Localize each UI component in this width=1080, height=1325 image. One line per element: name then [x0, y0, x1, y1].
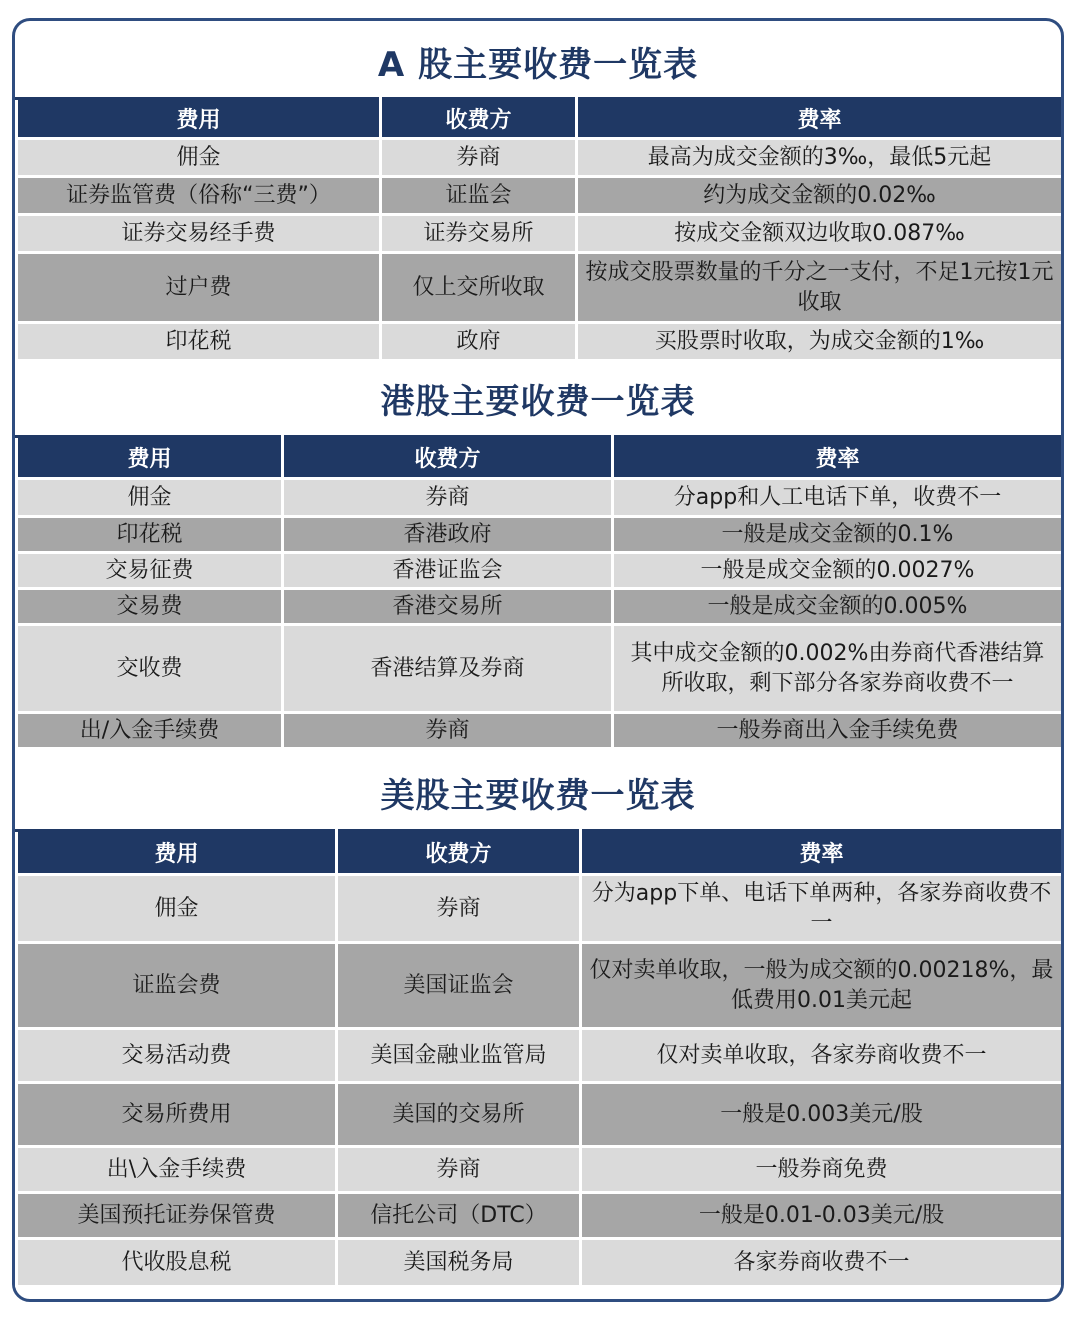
cell-collector: 券商 [337, 1147, 581, 1193]
cell-collector: 券商 [381, 139, 577, 177]
cell-rate: 一般是成交金额的0.005% [613, 589, 1063, 625]
cell-rate: 按成交金额双边收取0.087‰ [577, 215, 1063, 253]
cell-fee: 印花税 [17, 323, 381, 361]
a-share-section [15, 21, 1061, 362]
hk-share-title: 港股主要收费一览表 [380, 382, 696, 422]
cell-collector: 美国证监会 [337, 943, 581, 1029]
cell-collector: 仅上交所收取 [381, 253, 577, 323]
header-rate: 费率 [581, 831, 1063, 875]
table-header-row [17, 99, 1063, 139]
header-fee: 费用 [17, 99, 381, 139]
cell-collector: 美国税务局 [337, 1239, 581, 1287]
cell-collector: 券商 [283, 479, 613, 517]
cell-rate: 最高为成交金额的3‰，最低5元起 [577, 139, 1063, 177]
cell-rate: 分为app下单、电话下单两种，各家券商收费不一 [581, 875, 1063, 943]
table-row [17, 1193, 1063, 1239]
cell-rate: 仅对卖单收取，一般为成交额的0.00218%，最低费用0.01美元起 [581, 943, 1063, 1029]
cell-rate: 约为成交金额的0.02‰ [577, 177, 1063, 215]
table-row [17, 177, 1063, 215]
table-row [17, 1083, 1063, 1147]
cell-collector: 香港证监会 [283, 553, 613, 589]
cell-rate: 一般券商出入金手续免费 [613, 713, 1063, 749]
cell-rate: 一般是成交金额的0.0027% [613, 553, 1063, 589]
header-collector: 收费方 [381, 99, 577, 139]
cell-fee: 印花税 [17, 517, 283, 553]
cell-fee: 交易费 [17, 589, 283, 625]
table-row [17, 323, 1063, 361]
a-share-table [15, 97, 1064, 362]
table-header-row [17, 437, 1063, 479]
table-header-row [17, 831, 1063, 875]
cell-collector: 券商 [283, 713, 613, 749]
cell-fee: 交易征费 [17, 553, 283, 589]
table-row [17, 1147, 1063, 1193]
cell-rate: 分app和人工电话下单，收费不一 [613, 479, 1063, 517]
cell-fee: 出/入金手续费 [17, 713, 283, 749]
header-collector: 收费方 [337, 831, 581, 875]
header-collector: 收费方 [283, 437, 613, 479]
cell-collector: 香港交易所 [283, 589, 613, 625]
cell-fee: 佣金 [17, 139, 381, 177]
table-row [17, 1029, 1063, 1083]
cell-rate: 一般是成交金额的0.1% [613, 517, 1063, 553]
cell-collector: 政府 [381, 323, 577, 361]
cell-collector: 证监会 [381, 177, 577, 215]
cell-collector: 券商 [337, 875, 581, 943]
cell-rate: 一般是0.003美元/股 [581, 1083, 1063, 1147]
cell-fee: 美国预托证券保管费 [17, 1193, 337, 1239]
header-fee: 费用 [17, 437, 283, 479]
table-row [17, 589, 1063, 625]
cell-fee: 交收费 [17, 625, 283, 713]
table-row [17, 253, 1063, 323]
header-rate: 费率 [613, 437, 1063, 479]
cell-fee: 证券交易经手费 [17, 215, 381, 253]
table-row [17, 943, 1063, 1029]
table-row [17, 479, 1063, 517]
cell-fee: 证监会费 [17, 943, 337, 1029]
us-share-table [15, 829, 1064, 1288]
cell-collector: 美国金融业监管局 [337, 1029, 581, 1083]
hk-share-section [15, 359, 1061, 750]
table-row [17, 625, 1063, 713]
a-share-title: A 股主要收费一览表 [377, 45, 699, 85]
table-row [17, 875, 1063, 943]
cell-rate: 一般券商免费 [581, 1147, 1063, 1193]
cell-fee: 过户费 [17, 253, 381, 323]
table-row [17, 139, 1063, 177]
cell-rate: 买股票时收取，为成交金额的1‰ [577, 323, 1063, 361]
cell-collector: 香港政府 [283, 517, 613, 553]
cell-collector: 美国的交易所 [337, 1083, 581, 1147]
us-share-section [15, 751, 1061, 1288]
cell-rate: 一般是0.01-0.03美元/股 [581, 1193, 1063, 1239]
cell-fee: 交易所费用 [17, 1083, 337, 1147]
us-share-title: 美股主要收费一览表 [380, 776, 696, 816]
table-row [17, 713, 1063, 749]
cell-collector: 证券交易所 [381, 215, 577, 253]
cell-rate: 其中成交金额的0.002%由券商代香港结算所收取，剩下部分各家券商收费不一 [613, 625, 1063, 713]
header-rate: 费率 [577, 99, 1063, 139]
hk-share-table [15, 435, 1064, 750]
cell-fee: 代收股息税 [17, 1239, 337, 1287]
cell-fee: 证券监管费（俗称“三费”） [17, 177, 381, 215]
table-row [17, 1239, 1063, 1287]
cell-rate: 各家券商收费不一 [581, 1239, 1063, 1287]
table-row [17, 553, 1063, 589]
cell-fee: 佣金 [17, 875, 337, 943]
cell-collector: 香港结算及券商 [283, 625, 613, 713]
fee-tables-frame [12, 18, 1064, 1302]
table-row [17, 517, 1063, 553]
header-fee: 费用 [17, 831, 337, 875]
cell-rate: 按成交股票数量的千分之一支付，不足1元按1元收取 [577, 253, 1063, 323]
table-row [17, 215, 1063, 253]
cell-fee: 交易活动费 [17, 1029, 337, 1083]
cell-fee: 佣金 [17, 479, 283, 517]
cell-collector: 信托公司（DTC） [337, 1193, 581, 1239]
cell-fee: 出\入金手续费 [17, 1147, 337, 1193]
cell-rate: 仅对卖单收取，各家券商收费不一 [581, 1029, 1063, 1083]
